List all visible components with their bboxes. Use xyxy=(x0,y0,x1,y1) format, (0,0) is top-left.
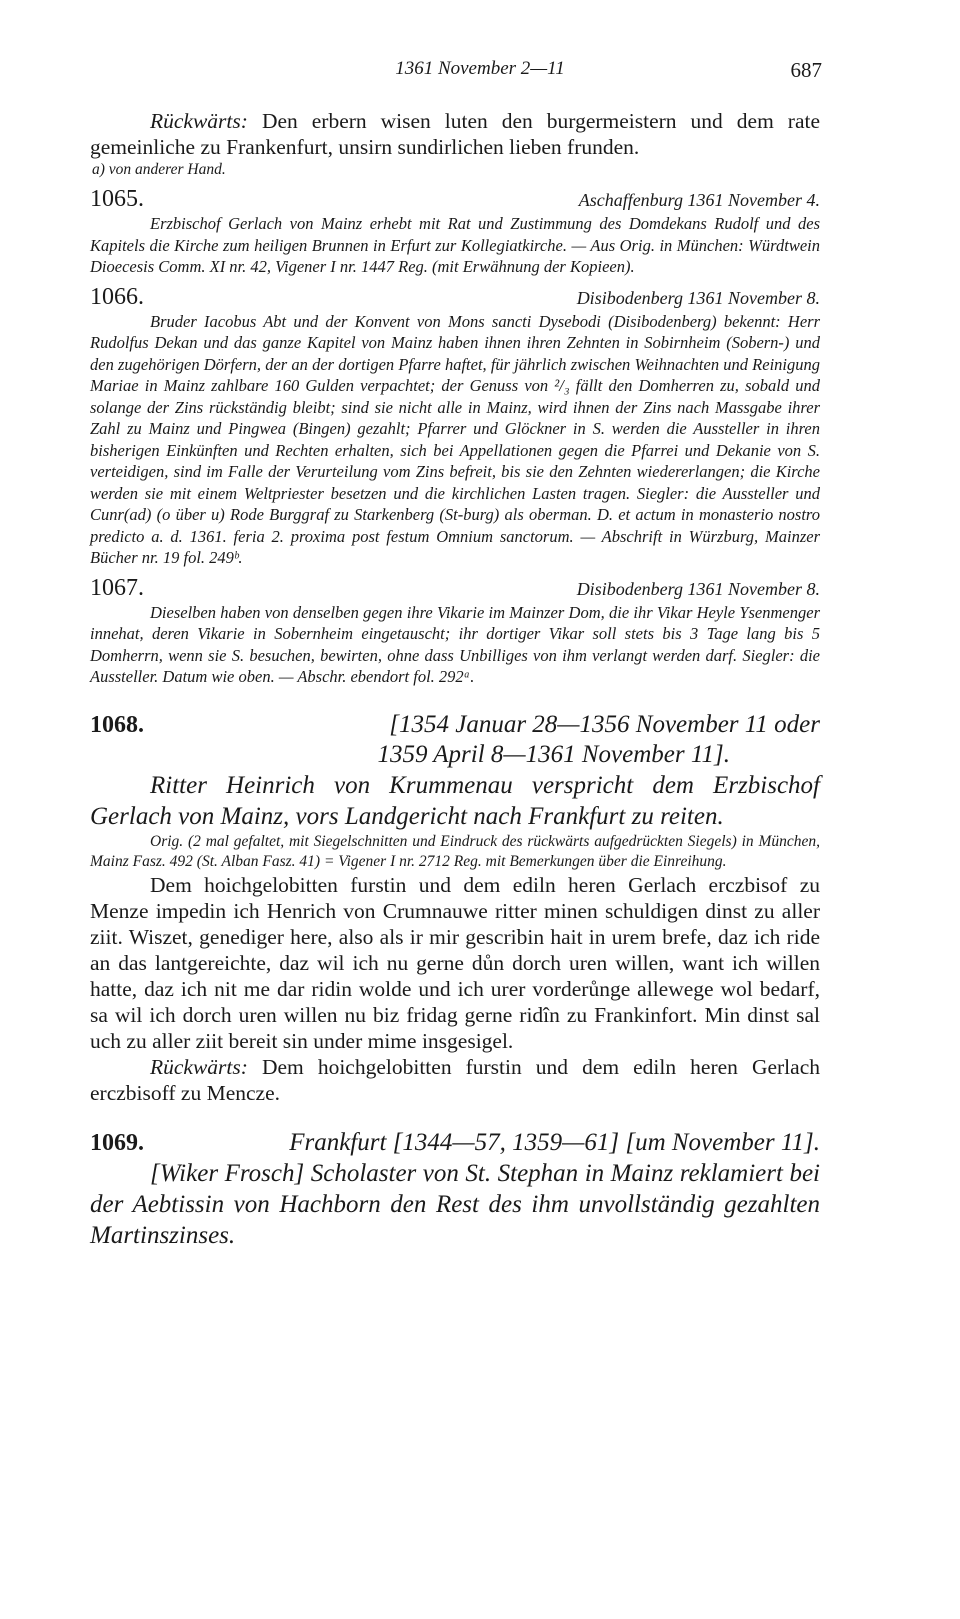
page-content xyxy=(90,108,820,1251)
entry-1068-heading xyxy=(90,710,820,740)
entry-date-line-2: 1359 April 8—1361 November 11]. xyxy=(377,740,730,768)
entry-1067-regest: Dieselben haben von denselben gegen ihre Vikarie im Mainzer Dom, die ihr Vikar Heyle Ysenmenger innehat, deren Vikarie in Sobernheim eingetauscht; ihr dortiger Vikar soll stets bis 3 Tage lang bis 5 Domherrn, wenn sie S. besuchen, bewirten, ohne dass Unbilliges von ihm verlangt werden darf. Siegler: die Aussteller. Datum wie oben. — Abschr. ebendort fol. 292ᵃ. xyxy=(90,602,820,686)
entry-place-date: Disibodenberg 1361 November 8. xyxy=(576,287,820,308)
entry-place-date: Disibodenberg 1361 November 8. xyxy=(576,578,820,599)
entry-1068-regest: Ritter Heinrich von Krummenau verspricht dem Erzbischof Gerlach von Mainz, vors Landgericht nach Frankfurt zu reiten. xyxy=(90,771,820,830)
entry-1069-heading xyxy=(90,1128,820,1158)
entry-place-date: Frankfurt [1344—57, 1359—61] [um November 11]. xyxy=(289,1128,820,1156)
dorsal-label: Rückwärts: xyxy=(150,109,248,133)
entry-1068-letter-text: Dem hoichgelobitten furstin und dem ediln heren Gerlach erczbisof zu Menze impedin ich Henrich von Crumnauwe ritter minen schuldigen dinst zu aller ziit. Wiszet, genediger here, also als ir mir gescribin hait in urem brefe, daz ich ride an das lantgereichte, daz wil ich nu gerne důn dorch uren willen, want ich willen hatte, daz ich nit me dar ridin wolde und ich urer vorderůnge allewege wol bedarf, sa wil ich dorch uren willen nu biz fridag gerne ridîn zu Frankinfort. Min dinst sal uch zu aller ziit bereit sin under mime insgesigel. xyxy=(90,872,820,1053)
page-number: 687 xyxy=(790,58,822,82)
entry-1067-heading xyxy=(90,575,820,602)
dorsal-text: Den erbern wisen luten den burgermeistern und dem rate gemeinliche zu Frankenfurt, unsirn sundirlichen lieben frunden. xyxy=(90,109,820,159)
entry-1066-heading xyxy=(90,284,820,311)
entry-number: 1065. xyxy=(90,186,144,212)
entry-number: 1066. xyxy=(90,283,144,310)
entry-1065-heading xyxy=(90,186,820,213)
entry-place-date: Aschaffenburg 1361 November 4. xyxy=(578,190,820,210)
dorsal-label: Rückwärts: xyxy=(150,1054,248,1079)
entry-1068-dorsal xyxy=(90,1054,820,1106)
entry-number: 1068. xyxy=(90,711,144,738)
entry-number: 1069. xyxy=(90,1129,144,1156)
entry-1069-regest: [Wiker Frosch] Scholaster von St. Stephan in Mainz reklamiert bei der Aebtissin von Hachborn den Rest des ihm unvollständig gezahlten Martinszinses. xyxy=(90,1159,820,1249)
running-header-title: 1361 November 2—11 xyxy=(395,58,565,79)
entry-1065-regest: Erzbischof Gerlach von Mainz erhebt mit Rat und Zustimmung des Domdekans Rudolf und des Kapitels die Kirche zum heiligen Brunnen in Erfurt zur Kollegiatkirche. — Aus Orig. in München: Würdtwein Dioecesis Comm. XI nr. 42, Vigener I nr. 1447 Reg. (mit Erwähnung der Kopieen). xyxy=(90,214,820,276)
entry-number: 1067. xyxy=(90,574,144,601)
entry-date-line-1: [1354 Januar 28—1356 November 11 oder xyxy=(389,710,820,738)
previous-dorsal-note xyxy=(90,108,820,160)
footnote: a) von anderer Hand. xyxy=(92,161,226,178)
dorsal-text: Dem hoichgelobitten furstin und dem ediln heren Gerlach erczbisoff zu Mencze. xyxy=(90,1054,820,1105)
entry-1068-source-note: Orig. (2 mal gefaltet, mit Siegelschnitten und Eindruck des rückwärts aufgedrückten Siegels) in München, Mainz Fasz. 492 (St. Alban Fasz. 41) = Vigener I nr. 2712 Reg. mit Bemerkungen über die Einreihung. xyxy=(90,832,820,870)
entry-1066-regest: Bruder Iacobus Abt und der Konvent von Mons sancti Dysebodi (Disibodenberg) bekennt: Herr Rudolfus Dekan und das ganze Kapitel von Mainz haben ihnen ihren Zehnten in Sobirnheim (Sobern-) und den zugehörigen Dörfern, der an der dortigen Pfarre haftet, für jährlich zwischen Weihnachten und Reinigung Mariae in Mainz zahlbare 160 Gulden verpachtet; der Genuss von ²/₃ fällt den Domherren zu, sobald und solange der Zins rückständig bleibt; sind sie nicht alle in Mainz, wird ihnen der Zins nach Massgabe ihrer Zahl zu Mainz und Pingwea (Bingen) gezahlt; Pfarrer und Glöckner in S. werden die Aussteller in ihren bisherigen Einkünften und Rechten erhalten, sich bei Appellationen gegen die Pfarrei und Dekanie von S. verteidigen, sind im Falle der Verurteilung vom Zins befreit, bis sie den Zehnten wiedererlangen; die Kirche werden sie mit einem Weltpriester besetzen und die kirchlichen Lasten tragen. Siegler: die Aussteller und Cunr(ad) (o über u) Rode Burggraf zu Starkenberg (St-burg) als oberman. D. et actum in monasterio nostro predicto a. d. 1361. feria 2. proxima post festum Omnium sanctorum. — Abschrift in Würzburg, Mainzer Bücher nr. 19 fol. 249ᵇ. xyxy=(90,311,820,567)
